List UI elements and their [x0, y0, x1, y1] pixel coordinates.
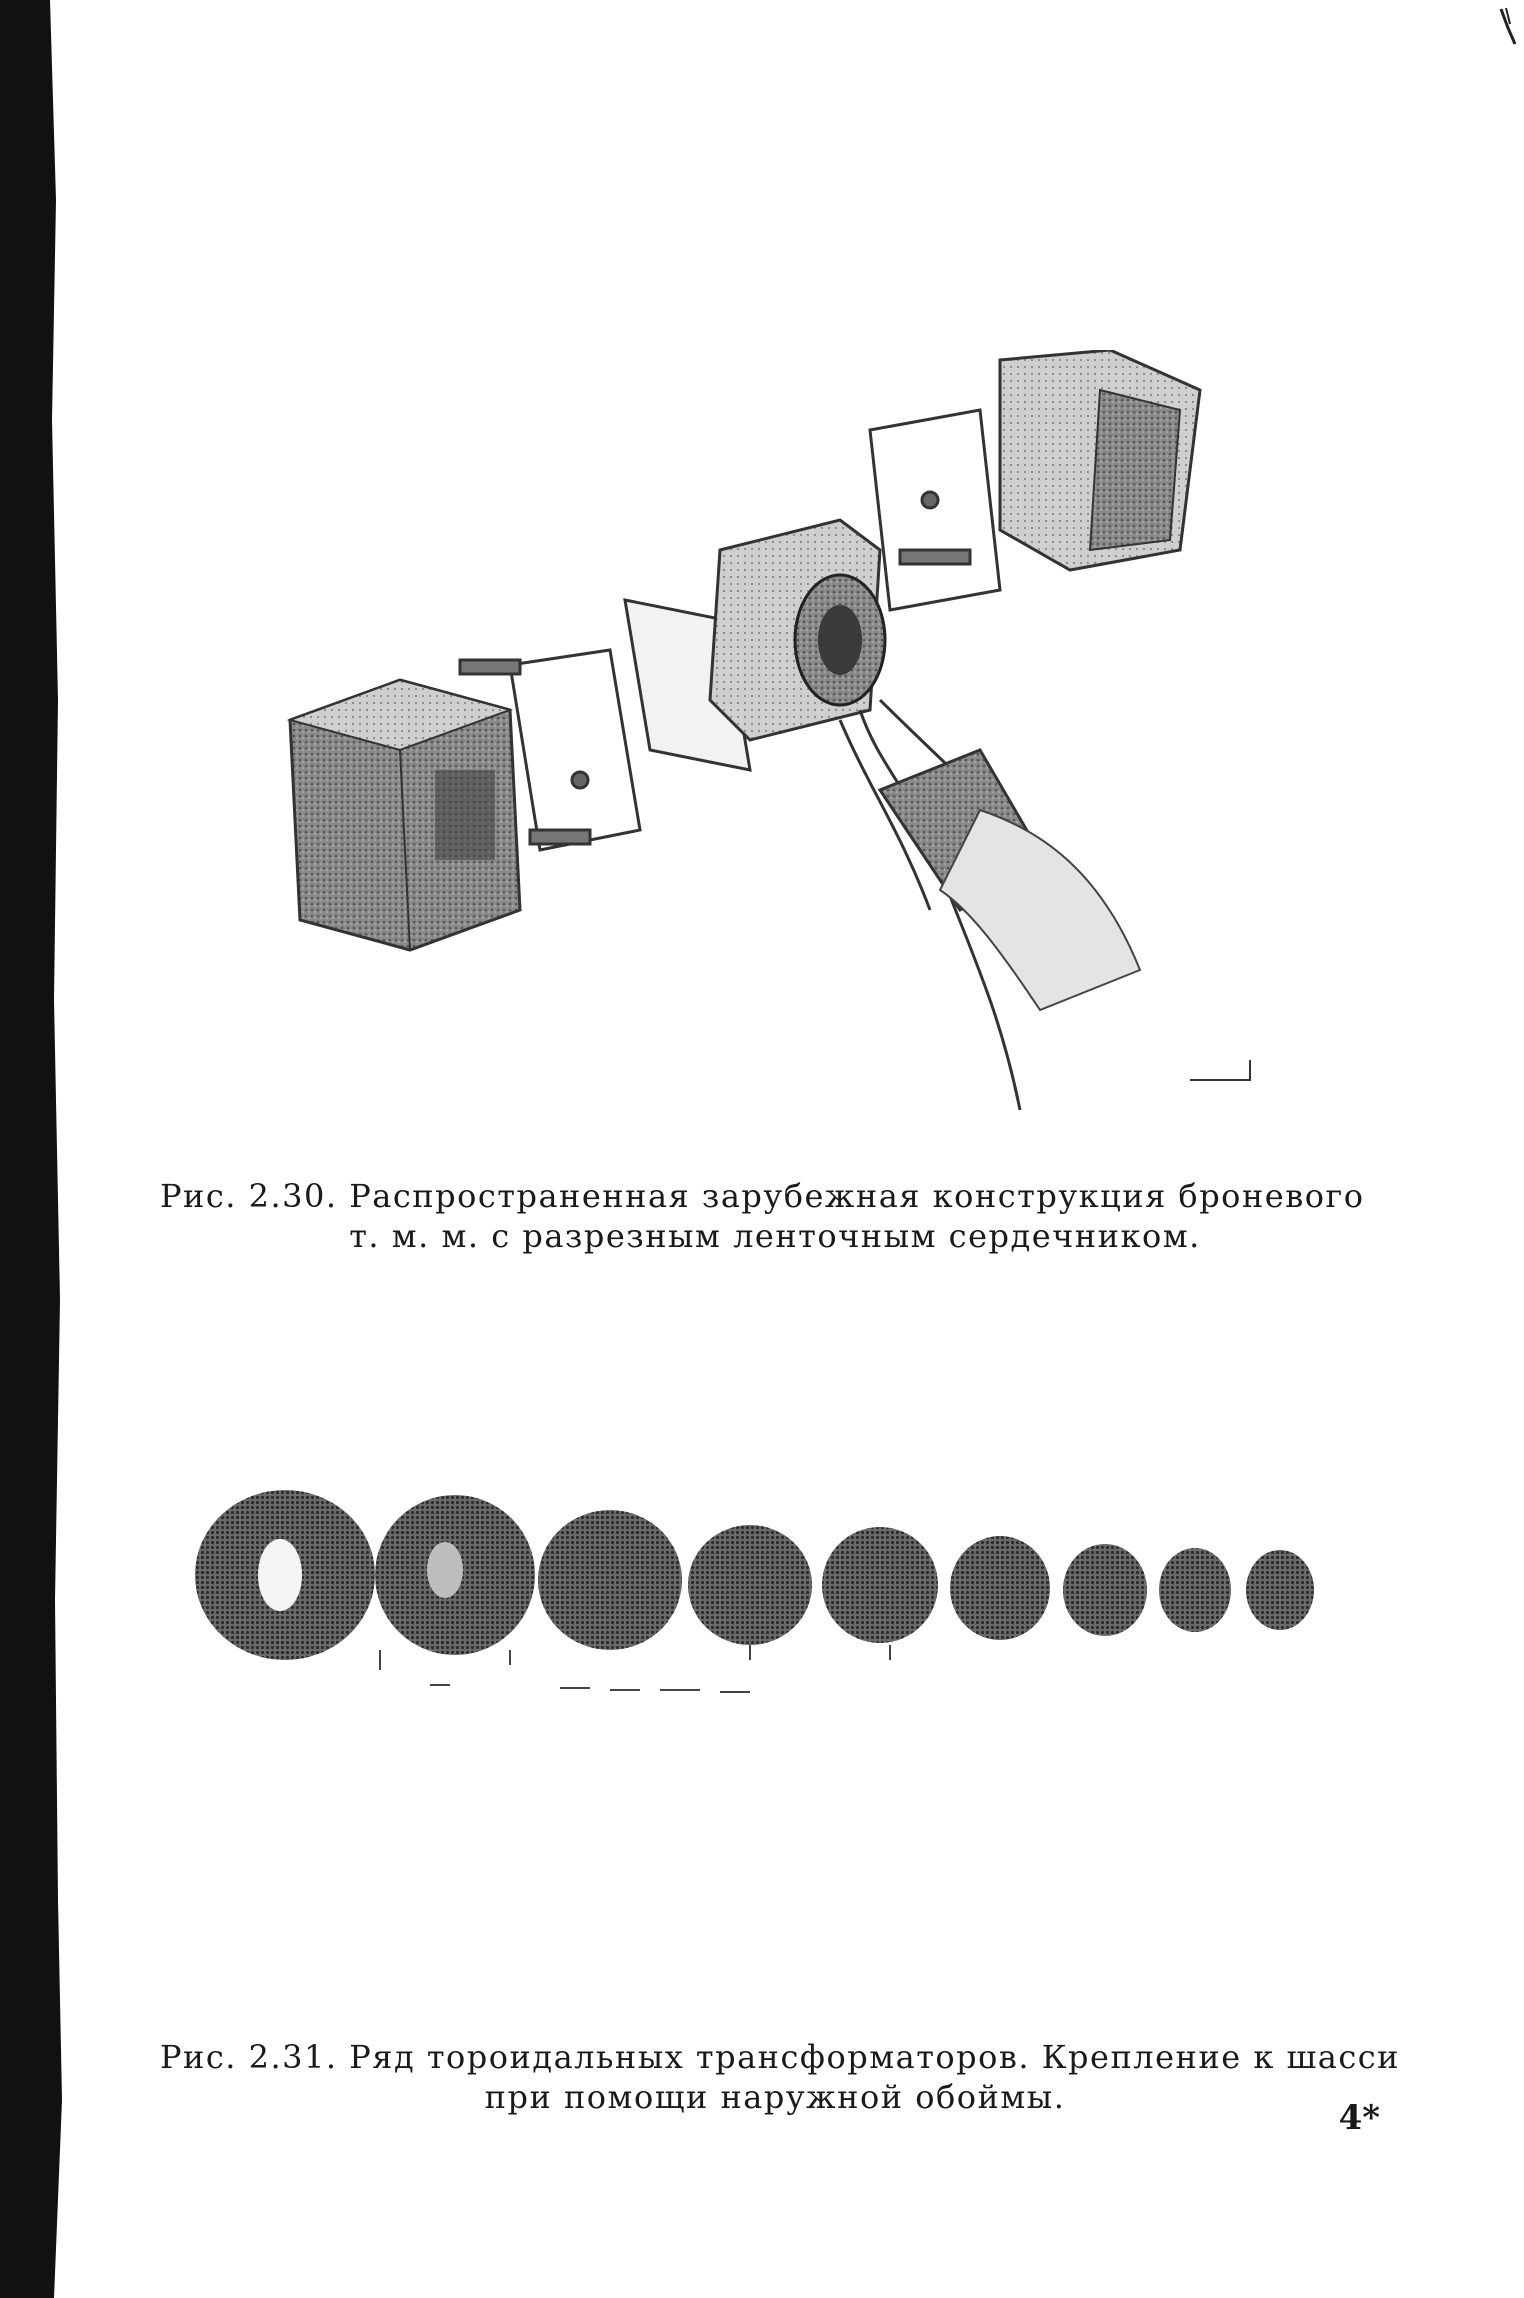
right-core-block [1000, 350, 1200, 570]
scan-bracket-mark [1190, 1060, 1250, 1080]
toroid-6 [950, 1536, 1050, 1640]
caption-line-2: при помощи наружной обоймы. [484, 2078, 1066, 2116]
figure-2-30-caption [160, 1176, 1390, 1256]
right-clamp-frame [870, 410, 1000, 610]
figure-2-31-illustration [190, 1480, 1370, 1700]
toroid-1 [195, 1490, 375, 1660]
coil-bobbin [710, 520, 885, 740]
toroid-7 [1063, 1544, 1147, 1636]
toroid-3 [538, 1510, 682, 1650]
toroid-8 [1159, 1548, 1231, 1632]
caption-line-1: Рис. 2.31. Ряд тороидальных трансформаторов. Крепление к шасси [160, 2038, 1400, 2076]
figure-2-31-caption [160, 2037, 1400, 2117]
toroid-9 [1246, 1550, 1314, 1630]
page-number: 4* [1338, 2098, 1380, 2138]
caption-line-1: Рис. 2.30. Распространенная зарубежная конструкция броневого [160, 1177, 1365, 1215]
toroid-5 [822, 1527, 938, 1643]
figure-2-30-illustration [280, 350, 1320, 1120]
left-core-block [290, 680, 520, 950]
toroid-4 [688, 1525, 812, 1645]
toroid-2 [375, 1495, 535, 1655]
pen-mark-icon [1498, 6, 1520, 48]
caption-line-2: т. м. м. с разрезным ленточным сердечником. [349, 1217, 1201, 1255]
scan-binding-edge [0, 0, 62, 2298]
